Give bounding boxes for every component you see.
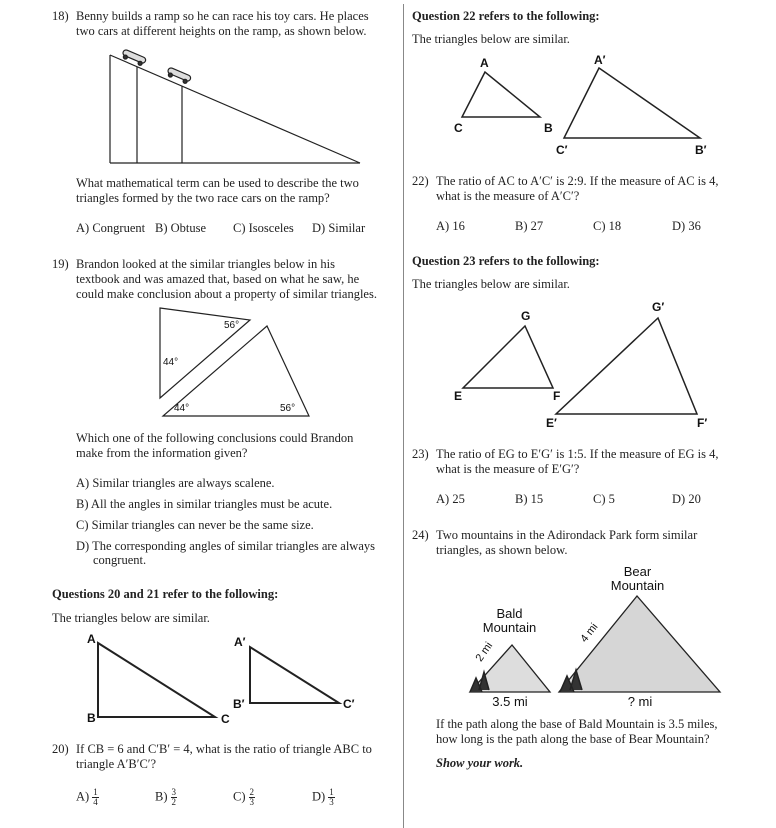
bear-base-label: ? mi: [627, 694, 653, 709]
vertex-label: B′: [233, 697, 245, 711]
vertex-label: E′: [546, 416, 557, 430]
q23-choice-a: A) 25: [436, 492, 465, 506]
q19-choice-b: B) All the angles in similar triangles must be acute.: [76, 497, 333, 511]
q18-text: two cars at different heights on the ramp, as shown below.: [76, 24, 367, 38]
q18-number: 18): [52, 9, 69, 23]
q23-header: Question 23 refers to the following:: [412, 254, 600, 268]
bald-base-label: 3.5 mi: [492, 694, 528, 709]
vertex-label: A′: [594, 53, 606, 67]
q19-choice-d: congruent.: [93, 553, 147, 567]
q20-choice-a: A) $\frac{1}{4}$: [76, 787, 98, 807]
q23-text: what is the measure of E′G′?: [436, 462, 580, 476]
q23-intro: The triangles below are similar.: [412, 277, 570, 291]
vertex-label: B: [544, 121, 553, 135]
vertex-label: C′: [343, 697, 355, 711]
angle-label: 56°: [224, 320, 240, 331]
bear-side-label: 4 mi: [578, 621, 601, 645]
vertex-label: F: [553, 389, 561, 403]
vertex-label: C: [221, 712, 230, 726]
vertex-label: E: [454, 389, 463, 403]
q22-choice-d: D) 36: [672, 219, 701, 233]
q20-text: triangle A′B′C′?: [76, 757, 157, 771]
q24-question: how long is the path along the base of Bear Mountain?: [436, 732, 710, 746]
q20-21-intro: The triangles below are similar.: [52, 611, 210, 625]
q20-number: 20): [52, 742, 69, 756]
q20-21-header: Questions 20 and 21 refer to the following:: [52, 587, 279, 601]
q19-question: Which one of the following conclusions could Brandon: [76, 431, 354, 445]
triangles-q22: [462, 68, 700, 138]
ramp-figure: [110, 49, 360, 163]
q19-text: Brandon looked at the similar triangles below in his: [76, 257, 335, 271]
vertex-label: B′: [695, 143, 707, 157]
q24-question: If the path along the base of Bald Mountain is 3.5 miles,: [436, 717, 718, 731]
angle-label: 44°: [174, 403, 190, 414]
q20-choice-c: C) $\frac{2}{3}$: [233, 787, 254, 807]
q23-number: 23): [412, 447, 429, 461]
q23-choice-b: B) 15: [515, 492, 544, 506]
q23-text: The ratio of EG to E′G′ is 1:5. If the measure of EG is 4,: [436, 447, 719, 461]
bald-side-label: 2 mi: [473, 640, 496, 664]
bald-mountain-label: Bald Mountain: [482, 606, 537, 635]
q23-choice-d: D) 20: [672, 492, 701, 506]
vertex-label: C′: [556, 143, 568, 157]
q22-text: what is the measure of A′C′?: [436, 189, 580, 203]
q22-choice-b: B) 27: [515, 219, 544, 233]
q24-text: triangles, as shown below.: [436, 543, 568, 557]
q23-choice-c: C) 5: [593, 492, 615, 506]
q18-choice-c: C) Isosceles: [233, 221, 294, 235]
vertex-label: F′: [697, 416, 708, 430]
q18-question: triangles formed by the two race cars on the ramp?: [76, 191, 330, 205]
q24-number: 24): [412, 528, 429, 542]
q19-text: could make conclusion about a property of similar triangles.: [76, 287, 377, 301]
q22-number: 22): [412, 174, 429, 188]
q22-choice-a: A) 16: [436, 219, 465, 233]
q20-choice-d: D) $\frac{1}{3}$: [312, 787, 334, 807]
vertex-label: A: [87, 632, 96, 646]
vertex-label: B: [87, 711, 96, 725]
q19-choice-a: A) Similar triangles are always scalene.: [76, 476, 275, 490]
q19-choice-d: D) The corresponding angles of similar triangles are always: [76, 539, 375, 553]
q19-choice-c: C) Similar triangles can never be the same size.: [76, 518, 314, 532]
q18-choice-a: A) Congruent: [76, 221, 146, 235]
q24-text: Two mountains in the Adirondack Park form similar: [436, 528, 698, 542]
q20-text: If CB = 6 and C′B′ = 4, what is the ratio of triangle ABC to: [76, 742, 372, 756]
q19-question: make from the information given?: [76, 446, 248, 460]
q22-text: The ratio of AC to A′C′ is 2:9. If the measure of AC is 4,: [436, 174, 719, 188]
q19-number: 19): [52, 257, 69, 271]
triangles-q23: [463, 318, 697, 414]
q24-instruction: Show your work.: [436, 756, 524, 770]
toy-car-icon: [166, 67, 192, 85]
vertex-label: G′: [652, 300, 665, 314]
angle-label: 56°: [280, 403, 296, 414]
q22-choice-c: C) 18: [593, 219, 622, 233]
q20-choice-b: B) $\frac{3}{2}$: [155, 787, 176, 807]
q18-choice-d: D) Similar: [312, 221, 366, 235]
q18-choice-b: B) Obtuse: [155, 221, 207, 235]
q19-text: textbook and was amazed that, based on what he saw, he: [76, 272, 360, 286]
q18-text: Benny builds a ramp so he can race his toy cars. He places: [76, 9, 369, 23]
vertex-label: C: [454, 121, 463, 135]
bear-mountain-label: Bear Mountain: [610, 564, 665, 593]
toy-car-icon: [121, 49, 147, 67]
q22-header: Question 22 refers to the following:: [412, 9, 600, 23]
vertex-label: A′: [234, 635, 246, 649]
triangles-abc: [98, 643, 339, 717]
q18-question: What mathematical term can be used to describe the two: [76, 176, 359, 190]
q22-intro: The triangles below are similar.: [412, 32, 570, 46]
vertex-label: G: [521, 309, 531, 323]
vertex-label: A: [480, 56, 489, 70]
angle-label: 44°: [163, 357, 179, 368]
